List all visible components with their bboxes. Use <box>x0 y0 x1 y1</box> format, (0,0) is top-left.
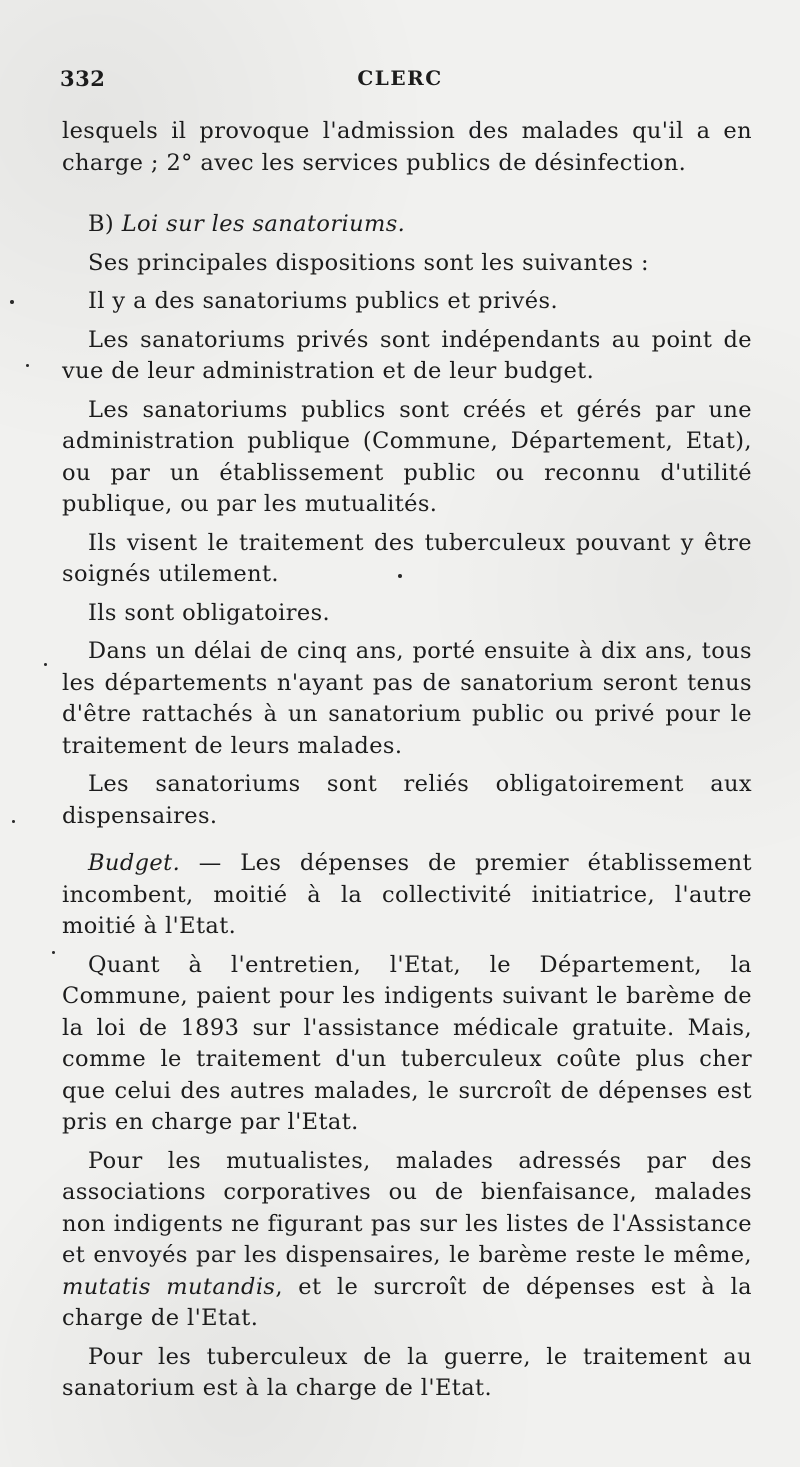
paragraph: Ils sont obligatoires. <box>88 599 331 626</box>
paragraph-continuation: lesquels il provoque l'admission des malades qu'il a en charge ; 2° avec les services publics de désinfection. <box>62 118 752 176</box>
paragraph: Dans un délai de cinq ans, porté ensuite à dix ans, tous les départements n'ayant pas de sanatorium seront tenus d'être rattachés à un sanatorium public ou privé pour le traitement de leurs malades. <box>62 638 752 759</box>
paragraph: Quant à l'entretien, l'Etat, le Département, la Commune, paient pour les indigents suivant le barème de la loi de 1893 sur l'assistance médicale gratuite. Mais, comme le traitement d'un tuberculeux coûte plus cher que celui des autres malades, le surcroît de dépenses est pris en charge par l'Etat. <box>62 951 752 1135</box>
print-speck <box>398 574 402 578</box>
print-speck <box>52 951 55 954</box>
running-title: CLERC <box>357 66 443 90</box>
paragraph-mutualistes <box>62 1146 752 1335</box>
body-text <box>62 116 752 1405</box>
print-speck <box>26 364 29 367</box>
budget-lead: Budget. <box>88 850 181 876</box>
paragraph: Les sanatoriums sont reliés obligatoirement aux dispensaires. <box>62 771 752 829</box>
latin-phrase: mutatis mutandis <box>62 1273 276 1300</box>
paragraph: Les sanatoriums privés sont indépendants au point de vue de leur administration et de leur budget. <box>62 326 752 384</box>
print-speck <box>10 300 14 304</box>
paragraph: Il y a des sanatoriums publics et privés. <box>88 288 558 314</box>
print-speck <box>12 820 15 823</box>
paragraph-text: , et le surcroît de dépenses est à la charge de l'Etat. <box>62 1273 752 1331</box>
budget-text: — Les dépenses de premier établissement incombent, moitié à la collectivité initiatrice, l'autre moitié à l'Etat. <box>62 850 752 939</box>
paragraph-text: Pour les mutualistes, malades adressés par des associations corporatives ou de bienfaisance, malades non indigents ne figurant pas sur les listes de l'Assistance et envoyés par les dispensaires, le barème reste le même, <box>62 1147 752 1268</box>
paragraph: Ils visent le traitement des tuberculeux pouvant y être soignés utilement. <box>62 529 752 587</box>
paragraph-budget <box>62 848 752 943</box>
section-heading <box>62 209 752 241</box>
page-number: 332 <box>60 66 106 91</box>
print-speck <box>44 663 47 666</box>
paragraph: Pour les tuberculeux de la guerre, le traitement au sanatorium est à la charge de l'Etat. <box>62 1343 752 1401</box>
running-head <box>60 66 740 96</box>
paragraph: Ses principales dispositions sont les suivantes : <box>88 249 649 276</box>
section-title: Loi sur les sanatoriums. <box>121 211 406 237</box>
section-letter: B) <box>88 211 115 237</box>
paragraph: Les sanatoriums publics sont créés et gérés par une administration publique (Commune, Département, Etat), ou par un établissement public ou reconnu d'utilité publique, ou par les mutualités. <box>62 396 752 517</box>
